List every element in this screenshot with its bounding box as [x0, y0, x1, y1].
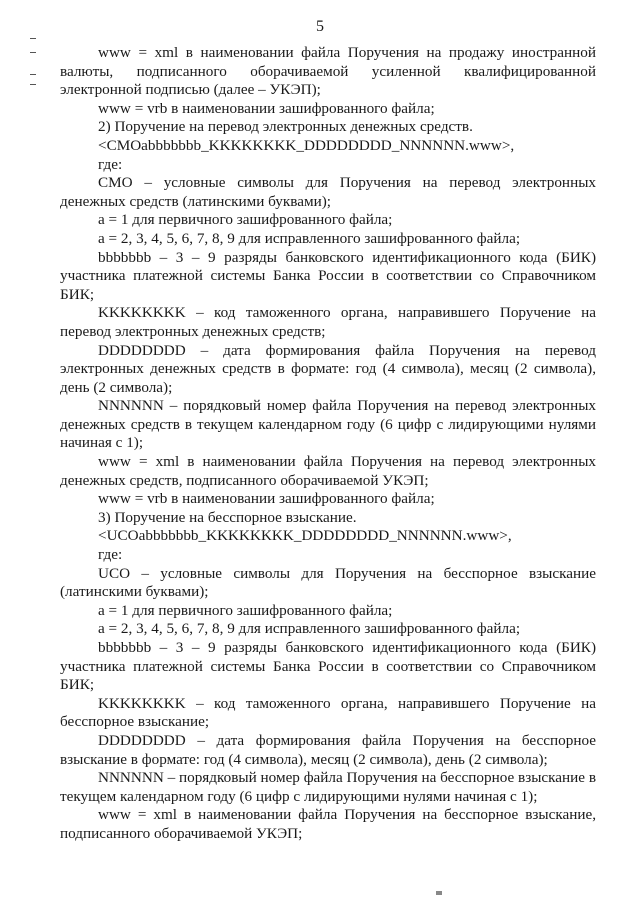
paragraph: a = 1 для первичного зашифрованного файла; [98, 601, 393, 619]
paragraph: DDDDDDDD – дата формирования файла Поручения на перевод электронных денежных средств в формате: год (4 символа), месяц (2 символа), день (2 символа); [60, 341, 596, 396]
paragraph: a = 2, 3, 4, 5, 6, 7, 8, 9 для исправленного зашифрованного файла; [98, 229, 521, 247]
paragraph: www = vrb в наименовании зашифрованного файла; [98, 490, 435, 508]
paragraph: a = 1 для первичного зашифрованного файла; [98, 211, 393, 229]
paragraph: <UCOabbbbbbb_KKKKKKKK_DDDDDDDD_NNNNNN.www>, [98, 527, 512, 545]
paragraph: NNNNNN – порядковый номер файла Поручения на бесспорное взыскание в текущем календарном году (6 цифр с лидирующими нулями начиная с 1); [60, 769, 597, 805]
paragraph: KKKKKKKK – код таможенного органа, направившего Поручение на перевод электронных денежных средств; [60, 304, 596, 340]
paragraph: bbbbbbb – 3 – 9 разряды банковского идентификационного кода (БИК) участника платежной системы Банка России в соответствии со Справочником БИК; [60, 639, 596, 694]
paragraph: 2) Поручение на перевод электронных денежных средств. [98, 118, 473, 136]
page-number: 5 [316, 18, 324, 35]
paragraph: <CMOabbbbbbb_KKKKKKKK_DDDDDDDD_NNNNNN.www>, [98, 136, 515, 154]
paragraph: www = xml в наименовании файла Поручения на перевод электронных денежных средств, подписанного оборачиваемой УКЭП; [60, 453, 596, 489]
paragraph: www = xml в наименовании файла Поручения на продажу иностранной валюты, подписанного оборачиваемой усиленной квалифицированной электронной подписью (далее – УКЭП); [60, 44, 596, 99]
paragraph: NNNNNN – порядковый номер файла Поручения на перевод электронных денежных средств в текущем календарном году (6 цифр с лидирующими нулями начиная с 1); [60, 397, 596, 452]
paragraph: где: [98, 155, 123, 173]
paragraph: 3) Поручение на бесспорное взыскание. [98, 508, 357, 526]
document-body [60, 44, 596, 844]
paragraph: CMO – условные символы для Поручения на перевод электронных денежных средств (латинскими буквами); [60, 174, 596, 210]
paragraph: KKKKKKKK – код таможенного органа, направившего Поручение на бесспорное взыскание; [60, 694, 596, 731]
margin-marks [30, 30, 40, 90]
paragraph: DDDDDDDD – дата формирования файла Поручения на бесспорное взыскание в формате: год (4 символа), месяц (2 символа), день (2 символа); [60, 731, 596, 768]
paragraph: где: [98, 546, 123, 564]
page-edge-mark [436, 891, 442, 895]
paragraph: UCO – условные символы для Поручения на бесспорное взыскание (латинскими буквами); [60, 564, 596, 601]
paragraph: www = xml в наименовании файла Поручения на бесспорное взыскание, подписанного оборачиваемой УКЭП; [60, 806, 596, 842]
paragraph: bbbbbbb – 3 – 9 разряды банковского идентификационного кода (БИК) участника платежной системы Банка России в соответствии со Справочником БИК; [60, 248, 596, 303]
paragraph: a = 2, 3, 4, 5, 6, 7, 8, 9 для исправленного зашифрованного файла; [98, 620, 521, 638]
paragraph: www = vrb в наименовании зашифрованного файла; [98, 99, 435, 117]
